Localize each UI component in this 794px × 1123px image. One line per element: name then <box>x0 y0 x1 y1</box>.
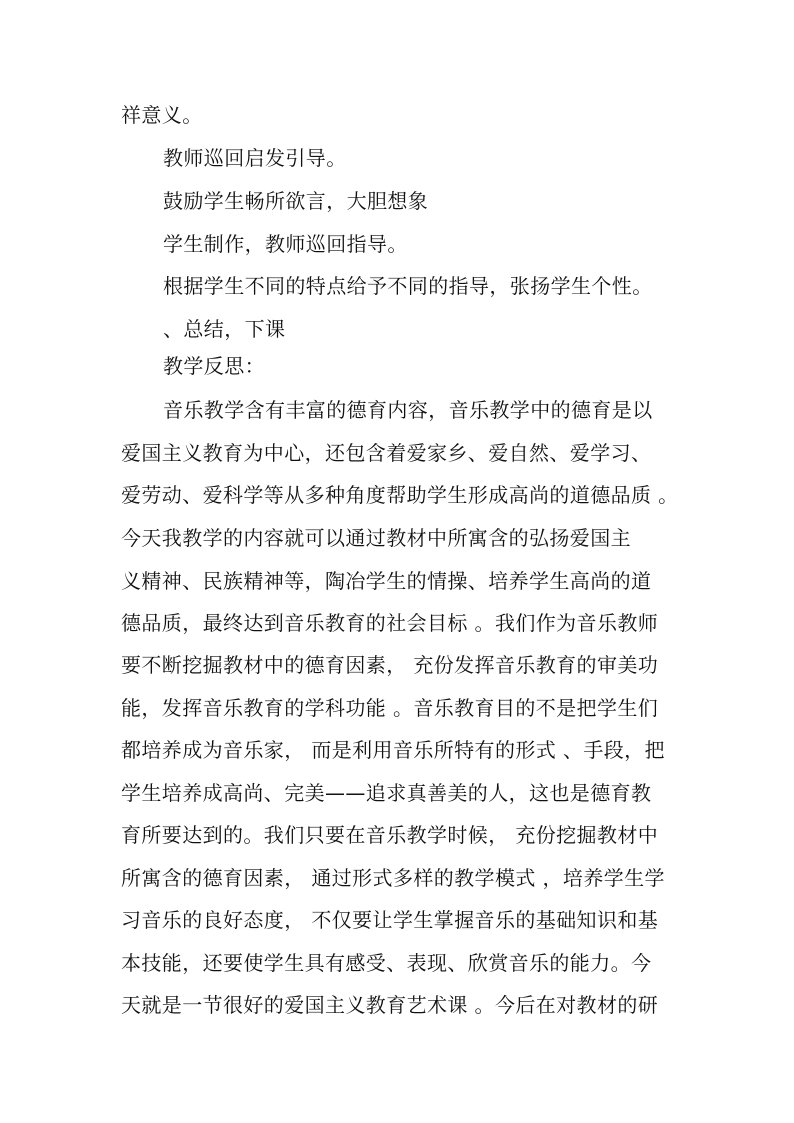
text-line: 爱国主义教育为中心，还包含着爱家乡、爱自然、爱学习、 <box>121 441 652 465</box>
text-line: 天就是一节很好的爱国主义教育艺术课 。今后在对教材的研 <box>121 993 659 1017</box>
text-line: 学生培养成高尚、完美——追求真善美的人，这也是德育教 <box>121 781 652 805</box>
text-line: 本技能，还要使学生具有感受、表现、欣赏音乐的能力。今 <box>121 951 652 975</box>
text-line: 所寓含的德育因素， 通过形式多样的教学模式 ，培养学生学 <box>121 866 665 890</box>
text-line: 今天我教学的内容就可以通过教材中所寓含的弘扬爱国主 <box>121 526 631 550</box>
text-line: 义精神、民族精神等，陶冶学生的情操、培养学生高尚的道 <box>121 569 652 593</box>
text-line: 爱劳动、爱科学等从多种角度帮助学生形成高尚的道德品质 。 <box>121 483 679 507</box>
text-line: 习音乐的良好态度， 不仅要让学生掌握音乐的基础知识和基 <box>121 908 659 932</box>
text-line: 教学反思： <box>163 354 265 378</box>
text-line: 音乐教学含有丰富的德育内容，音乐教学中的德育是以 <box>163 398 653 422</box>
text-line: 育所要达到的。我们只要在音乐教学时候， 充份挖掘教材中 <box>121 823 659 847</box>
text-line: 德品质，最终达到音乐教育的社会目标 。我们作为音乐教师 <box>121 611 659 635</box>
text-line: 、总结，下课 <box>163 317 286 341</box>
text-line: 祥意义。 <box>121 103 203 127</box>
text-line: 鼓励学生畅所欲言，大胆想象 <box>163 189 429 213</box>
text-line: 根据学生不同的特点给予不同的指导，张扬学生个性。 <box>163 274 653 298</box>
text-line: 要不断挖掘教材中的德育因素， 充份发挥音乐教育的审美功 <box>121 653 659 677</box>
text-line: 能，发挥音乐教育的学科功能 。音乐教育目的不是把学生们 <box>121 696 659 720</box>
text-line: 学生制作，教师巡回指导。 <box>163 232 408 256</box>
text-line: 教师巡回启发引导。 <box>163 146 347 170</box>
text-line: 都培养成为音乐家， 而是利用音乐所特有的形式 、手段，把 <box>121 738 665 762</box>
